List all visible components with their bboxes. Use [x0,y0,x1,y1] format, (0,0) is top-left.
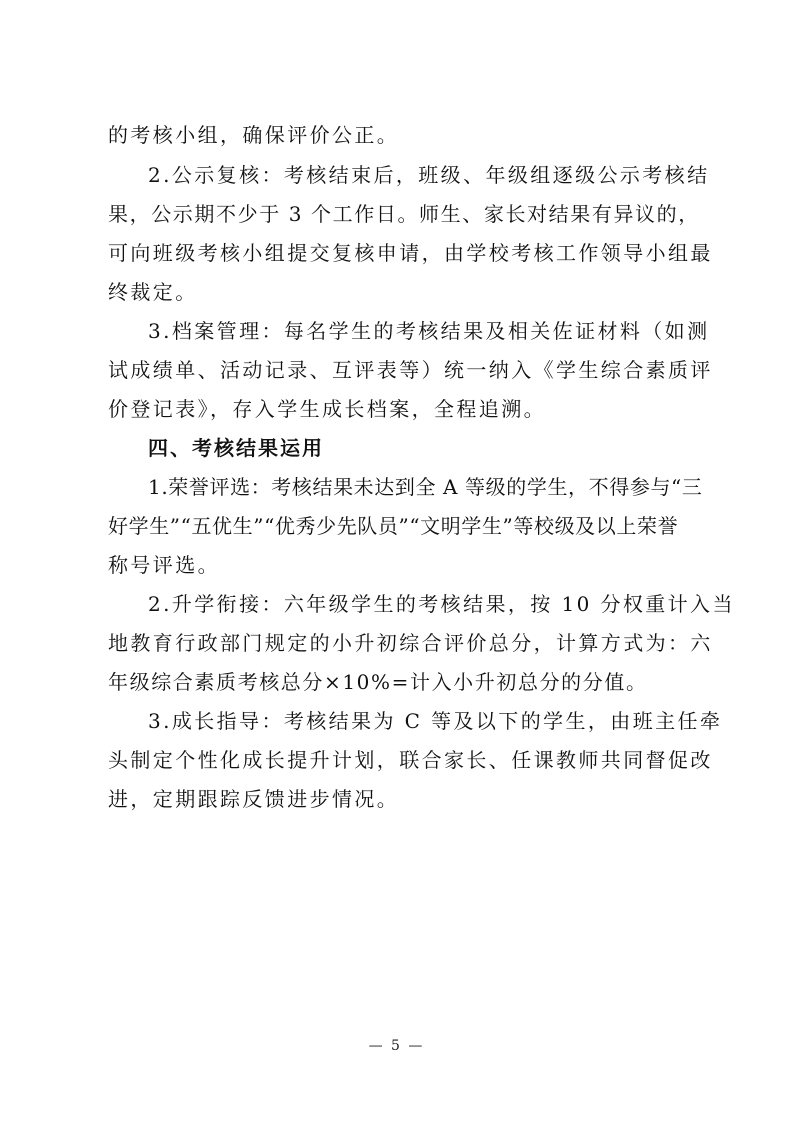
paragraph-line: 好学生”“五优生”“优秀少先队员”“文明学生”等校级及以上荣誉 [108,514,679,538]
page-number: — 5 — [368,1038,425,1054]
paragraph-line: 称号评选。 [108,553,220,577]
paragraph-line: 3.成长指导：考核结果为 C 等及以下的学生，由班主任牵 [148,709,723,733]
paragraph-line: 头制定个性化成长提升计划，联合家长、任课教师共同督促改 [108,748,713,772]
paragraph-line: 试成绩单、活动记录、互评表等）统一纳入《学生综合素质评 [108,358,713,382]
paragraph-line: 可向班级考核小组提交复核申请，由学校考核工作领导小组最 [108,241,713,265]
paragraph-line: 年级综合素质考核总分×10%=计入小升初总分的分值。 [108,670,648,694]
paragraph-line: 进，定期跟踪反馈进步情况。 [108,787,400,811]
paragraph-line: 3.档案管理：每名学生的考核结果及相关佐证材料（如测 [148,319,710,343]
paragraph-line: 终裁定。 [108,280,198,304]
paragraph-line: 2.公示复核：考核结束后，班级、年级组逐级公示考核结 [148,163,710,187]
section-heading: 四、考核结果运用 [148,436,324,460]
paragraph-line: 的考核小组，确保评价公正。 [108,123,400,147]
paragraph-line: 果，公示期不少于 3 个工作日。师生、家长对结果有异议的， [108,202,700,226]
paragraph-line: 价登记表》，存入学生成长档案，全程追溯。 [108,397,546,421]
paragraph-line: 1.荣誉评选：考核结果未达到全 A 等级的学生，不得参与“三 [148,475,703,499]
paragraph-line: 2.升学衔接：六年级学生的考核结果，按 10 分权重计入当 [148,592,735,616]
paragraph-line: 地教育行政部门规定的小升初综合评价总分，计算方式为：六 [108,631,713,655]
